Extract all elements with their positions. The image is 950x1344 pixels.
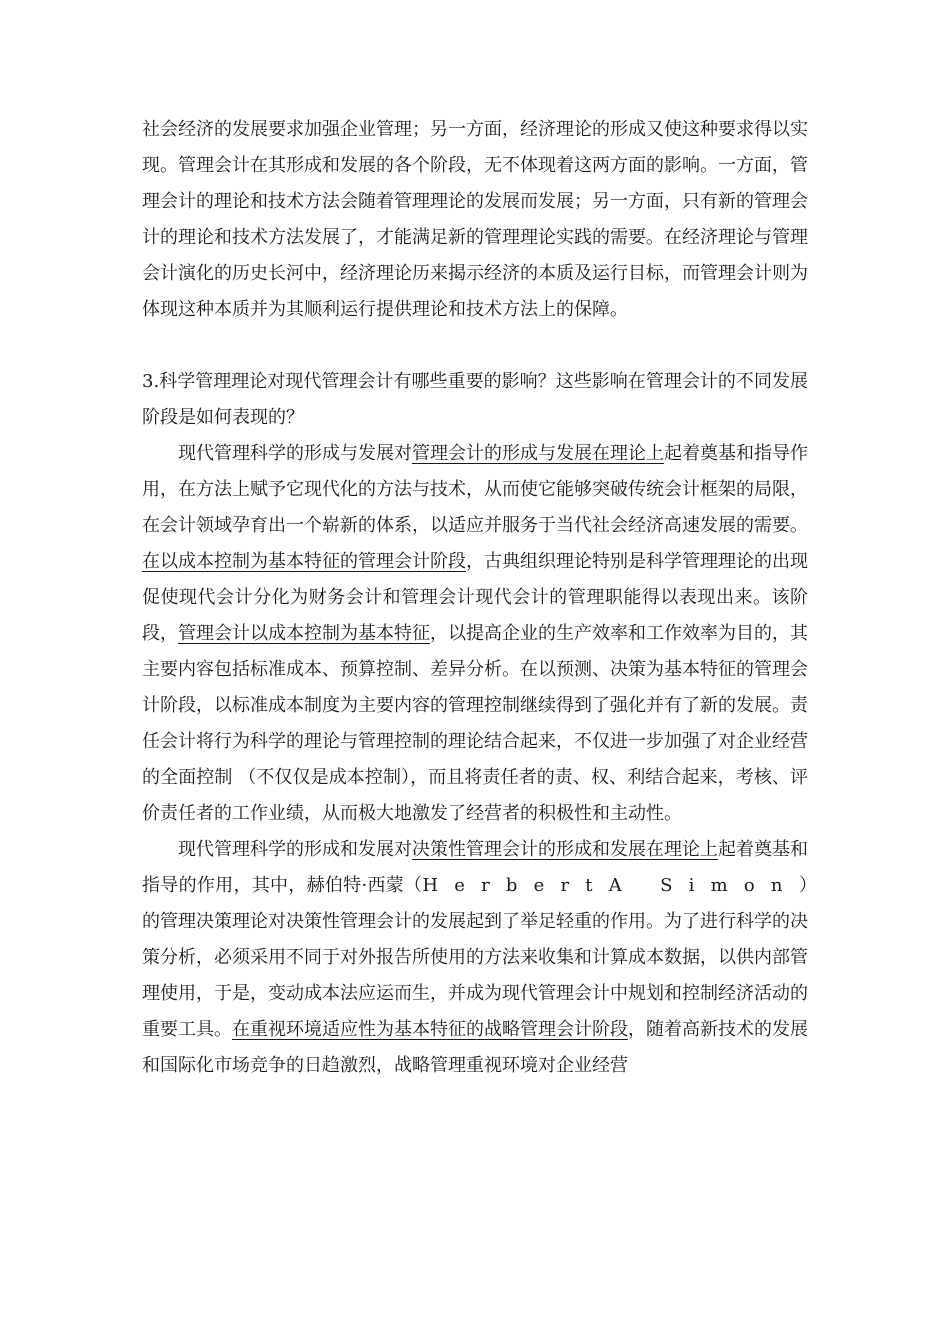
text-run: ）的管理决策理论对决策性管理会计的发展起到了举足轻重的作用。为了进行科学的决策分析，必须采用不同于对外报告所使用的方法来收集和计算成本数据，以供内部管理使用，于是，变动成本法应运而生，并成为现代管理会计中规划和控制经济活动的重要工具。 <box>142 875 809 1040</box>
text-run: 现代管理科学的形成和发展对 <box>178 839 412 860</box>
person-name: HerbertA Simon <box>422 875 799 896</box>
document-page <box>142 112 808 1084</box>
underlined-phrase: 决策性管理会计的形成和发展在理论上 <box>412 839 718 860</box>
text-run: ，以提高企业的生产效率和工作效率为目的，其主要内容包括标准成本、预算控制、差异分析。在以预测、决策为基本特征的管理会计阶段，以标准成本制度为主要内容的管理控制继续得到了强化并有了新的发展。责任会计将行为科学的理论与管理控制的理论结合起来，不仅进一步加强了对企业经营的全面控制 （不仅仅是成本控制），而且将责任者的责、权、利结合起来，考核、评价责任者的工作业绩，从而极大地激发了经营者的积极性和主动性。 <box>142 623 808 824</box>
text-run: 现代管理科学的形成与发展对 <box>178 443 412 464</box>
paragraph-scientific-management <box>142 436 808 832</box>
underlined-phrase: 在重视环境适应性为基本特征的战略管理会计阶段 <box>232 1019 628 1040</box>
underlined-phrase: 管理会计的形成与发展在理论上 <box>412 443 664 464</box>
underlined-phrase: 管理会计以成本控制为基本特征 <box>178 623 430 644</box>
question-heading: 3.科学管理理论对现代管理会计有哪些重要的影响？这些影响在管理会计的不同发展阶段是如何表现的？ <box>142 371 808 428</box>
paragraph-gap <box>142 328 808 364</box>
underlined-phrase: 在以成本控制为基本特征的管理会计阶段 <box>142 551 466 572</box>
text-run: ，古典组织理论特别是科学管理理论的出现促使现代会计分化为财务会计和管理会计现代会计的管理职能得以表现出来。该阶段， <box>142 551 808 644</box>
text-run: 起着奠基和指导的作用，其中，赫伯特·西蒙（ <box>142 839 808 896</box>
paragraph-decision-accounting <box>142 832 808 1084</box>
text-run: 起着奠基和指导作用，在方法上赋予它现代化的方法与技术，从而使它能够突破传统会计框架的局限，在会计领域孕育出一个崭新的体系，以适应并服务于当代社会经济高速发展的需要。 <box>142 443 808 536</box>
paragraph-economic-theory: 社会经济的发展要求加强企业管理；另一方面，经济理论的形成又使这种要求得以实现。管理会计在其形成和发展的各个阶段，无不体现着这两方面的影响。一方面，管理会计的理论和技术方法会随着管理理论的发展而发展；另一方面，只有新的管理会计的理论和技术方法发展了，才能满足新的管理理论实践的需要。在经济理论与管理会计演化的历史长河中，经济理论历来揭示经济的本质及运行目标，而管理会计则为体现这种本质并为其顺利运行提供理论和技术方法上的保障。 <box>142 119 808 320</box>
text-run: ，随着高新技术的发展和国际化市场竞争的日趋激烈，战略管理重视环境对企业经营 <box>142 1019 808 1076</box>
